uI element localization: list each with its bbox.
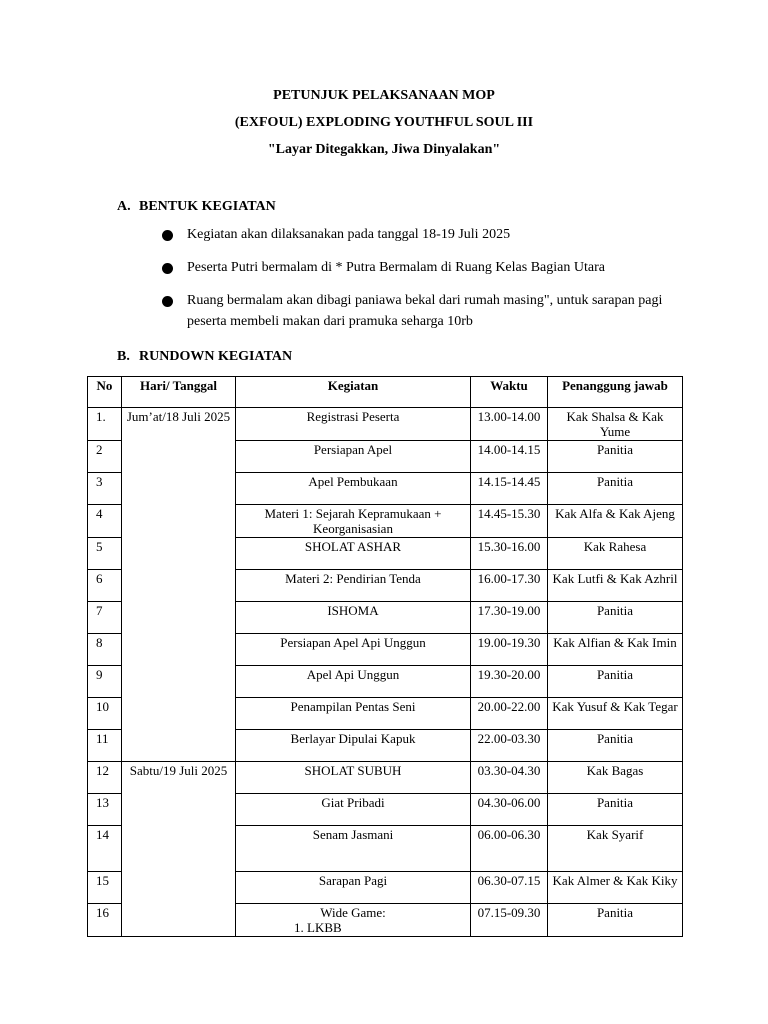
cell-kegiatan: Berlayar Dipulai Kapuk [236, 730, 471, 762]
cell-no: 16 [88, 904, 122, 937]
section-a-letter: A. [117, 199, 131, 214]
bullet-item [160, 257, 680, 278]
cell-kegiatan: Giat Pribadi [236, 794, 471, 826]
bullet-item [160, 290, 680, 332]
cell-pj: Panitia [548, 904, 683, 937]
column-header-kegiatan: Kegiatan [236, 377, 471, 408]
column-header-no: No [88, 377, 122, 408]
document-tagline: "Layar Ditegakkan, Jiwa Dinyalakan" [267, 142, 501, 157]
cell-pj: Kak Bagas [548, 762, 683, 794]
cell-no: 12 [88, 762, 122, 794]
cell-kegiatan: Registrasi Peserta [236, 408, 471, 441]
cell-no: 1. [88, 408, 122, 441]
column-header-hari: Hari/ Tanggal [122, 377, 236, 408]
column-header-pj: Penanggung jawab [548, 377, 683, 408]
section-b-title: RUNDOWN KEGIATAN [139, 349, 293, 364]
cell-no: 15 [88, 872, 122, 904]
cell-waktu: 22.00-03.30 [471, 730, 548, 762]
rundown-table [87, 376, 683, 937]
cell-waktu: 14.15-14.45 [471, 473, 548, 505]
cell-pj: Kak Alfian & Kak Imin [548, 634, 683, 666]
document-title: PETUNJUK PELAKSANAAN MOP [273, 88, 495, 103]
cell-waktu: 04.30-06.00 [471, 794, 548, 826]
cell-pj: Kak Shalsa & Kak Yume [548, 408, 683, 441]
cell-waktu: 19.00-19.30 [471, 634, 548, 666]
cell-pj: Panitia [548, 441, 683, 473]
cell-no: 2 [88, 441, 122, 473]
cell-waktu: 16.00-17.30 [471, 570, 548, 602]
cell-day-1: Jum’at/18 Juli 2025 [122, 408, 236, 762]
cell-kegiatan: Senam Jasmani [236, 826, 471, 872]
bullet-dot-icon [162, 296, 173, 307]
cell-kegiatan: Sarapan Pagi [236, 872, 471, 904]
table-row [88, 762, 683, 794]
cell-kegiatan: ISHOMA [236, 602, 471, 634]
cell-pj: Panitia [548, 473, 683, 505]
cell-waktu: 06.00-06.30 [471, 826, 548, 872]
bullet-item [160, 224, 680, 245]
cell-no: 13 [88, 794, 122, 826]
cell-waktu: 17.30-19.00 [471, 602, 548, 634]
bullet-text: Ruang bermalam akan dibagi paniawa bekal dari rumah masing", untuk sarapan pagi peserta membeli makan dari pramuka seharga 10rb [187, 293, 663, 329]
cell-pj: Kak Almer & Kak Kiky [548, 872, 683, 904]
cell-no: 11 [88, 730, 122, 762]
cell-kegiatan: Apel Pembukaan [236, 473, 471, 505]
cell-kegiatan: Persiapan Apel Api Unggun [236, 634, 471, 666]
bullet-text: Peserta Putri bermalam di * Putra Bermalam di Ruang Kelas Bagian Utara [187, 260, 605, 275]
cell-pj: Kak Alfa & Kak Ajeng [548, 505, 683, 538]
cell-pj: Panitia [548, 666, 683, 698]
section-b-heading [117, 349, 292, 365]
cell-pj: Panitia [548, 602, 683, 634]
cell-waktu: 14.00-14.15 [471, 441, 548, 473]
section-a-heading [117, 199, 276, 215]
cell-pj: Kak Syarif [548, 826, 683, 872]
cell-kegiatan: SHOLAT SUBUH [236, 762, 471, 794]
cell-waktu: 20.00-22.00 [471, 698, 548, 730]
column-header-waktu: Waktu [471, 377, 548, 408]
kegiatan-wide-game-label: Wide Game: [320, 905, 386, 920]
cell-kegiatan: Materi 2: Pendirian Tenda [236, 570, 471, 602]
cell-kegiatan: Penampilan Pentas Seni [236, 698, 471, 730]
cell-no: 14 [88, 826, 122, 872]
cell-kegiatan: Materi 1: Sejarah Kepramukaan + Keorganisasian [236, 505, 471, 538]
cell-no: 7 [88, 602, 122, 634]
bullet-text: Kegiatan akan dilaksanakan pada tanggal 18-19 Juli 2025 [187, 227, 511, 242]
cell-no: 4 [88, 505, 122, 538]
cell-kegiatan [236, 904, 471, 937]
section-b-letter: B. [117, 349, 130, 364]
cell-waktu: 07.15-09.30 [471, 904, 548, 937]
cell-pj: Kak Yusuf & Kak Tegar [548, 698, 683, 730]
cell-no: 5 [88, 538, 122, 570]
cell-waktu: 13.00-14.00 [471, 408, 548, 441]
cell-no: 6 [88, 570, 122, 602]
table-header-row [88, 377, 683, 408]
cell-kegiatan: Persiapan Apel [236, 441, 471, 473]
bullet-dot-icon [162, 230, 173, 241]
cell-waktu: 03.30-04.30 [471, 762, 548, 794]
table-row [88, 408, 683, 441]
cell-day-2: Sabtu/19 Juli 2025 [122, 762, 236, 937]
section-a-bullet-list [160, 224, 680, 344]
cell-waktu: 15.30-16.00 [471, 538, 548, 570]
cell-pj: Panitia [548, 730, 683, 762]
kegiatan-wide-game-item: 1. LKBB [294, 920, 342, 935]
cell-waktu: 14.45-15.30 [471, 505, 548, 538]
cell-kegiatan: SHOLAT ASHAR [236, 538, 471, 570]
cell-pj: Kak Lutfi & Kak Azhril [548, 570, 683, 602]
cell-waktu: 19.30-20.00 [471, 666, 548, 698]
cell-pj: Panitia [548, 794, 683, 826]
cell-no: 9 [88, 666, 122, 698]
cell-kegiatan: Apel Api Unggun [236, 666, 471, 698]
cell-pj: Kak Rahesa [548, 538, 683, 570]
cell-no: 10 [88, 698, 122, 730]
section-a-title: BENTUK KEGIATAN [139, 199, 276, 214]
bullet-dot-icon [162, 263, 173, 274]
cell-no: 3 [88, 473, 122, 505]
document-subtitle: (EXFOUL) EXPLODING YOUTHFUL SOUL III [234, 115, 534, 130]
cell-waktu: 06.30-07.15 [471, 872, 548, 904]
cell-no: 8 [88, 634, 122, 666]
